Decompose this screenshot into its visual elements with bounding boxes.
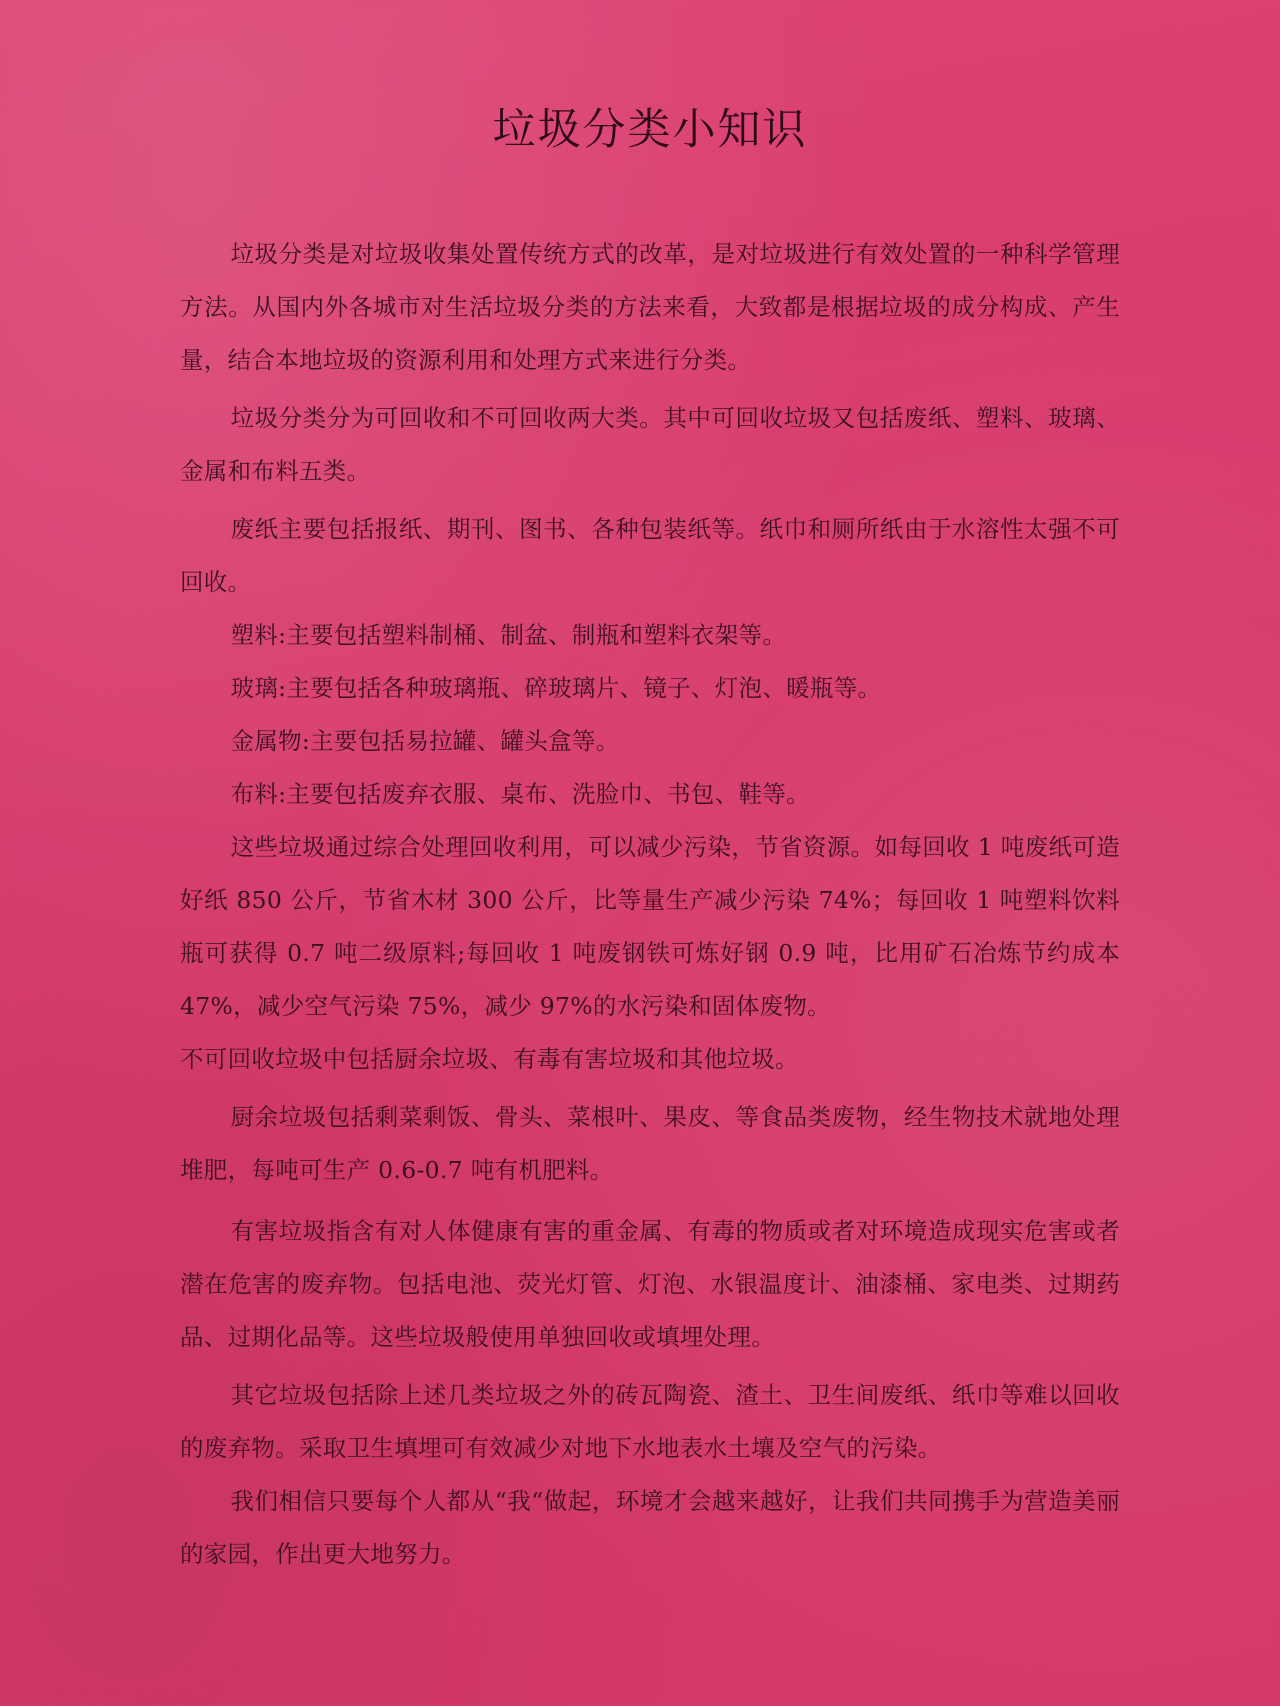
paragraph-kitchen-waste: 厨余垃圾包括剩菜剩饭、骨头、菜根叶、果皮、等食品类废物，经生物技术就地处理堆肥，每吨可生产 0.6-0.7 吨有机肥料。 [180,1103,1120,1184]
paragraph-hazardous-waste: 有害垃圾指含有对人体健康有害的重金属、有毒的物质或者对环境造成现实危害或者潜在危害的废弃物。包括电池、荧光灯管、灯泡、水银温度计、油漆桶、家电类、过期药品、过期化品等。这些垃圾般使用单独回收或填埋处理。 [180,1217,1120,1351]
paragraph-non-recyclable: 不可回收垃圾中包括厨余垃圾、有毒有害垃圾和其他垃圾。 [180,1045,799,1073]
paragraph-fabric: 布料:主要包括废弃衣服、桌布、洗脸巾、书包、鞋等。 [230,780,810,808]
paragraph-paper: 废纸主要包括报纸、期刊、图书、各种包装纸等。纸巾和厕所纸由于水溶性太强不可回收。 [180,515,1120,596]
paragraph-intro: 垃圾分类是对垃圾收集处置传统方式的改革，是对垃圾进行有效处置的一种科学管理方法。从国内外各城市对生活垃圾分类的方法来看，大致都是根据垃圾的成分构成、产生量，结合本地垃圾的资源利用和处理方式来进行分类。 [180,240,1120,374]
document-title: 垃圾分类小知识 [492,105,808,155]
document-body [180,228,1120,1581]
paragraph-two-categories: 垃圾分类分为可回收和不可回收两大类。其中可回收垃圾又包括废纸、塑料、玻璃、金属和布料五类。 [180,404,1120,485]
paragraph-metal: 金属物:主要包括易拉罐、罐头盒等。 [230,727,620,755]
paragraph-other-waste: 其它垃圾包括除上述几类垃圾之外的砖瓦陶瓷、渣土、卫生间废纸、纸巾等难以回收的废弃物。采取卫生填埋可有效减少对地下水地表水土壤及空气的污染。 [180,1381,1120,1462]
paragraph-glass: 玻璃:主要包括各种玻璃瓶、碎玻璃片、镜子、灯泡、暖瓶等。 [230,674,882,702]
paragraph-plastic: 塑料:主要包括塑料制桶、制盆、制瓶和塑料衣架等。 [230,621,787,649]
paragraph-recycling-benefits: 这些垃圾通过综合处理回收利用，可以减少污染，节省资源。如每回收 1 吨废纸可造好纸 850 公斤，节省木材 300 公斤，比等量生产减少污染 74%；每回收 1 吨塑料饮料瓶可获得 0.7 吨二级原料;每回收 1 吨废钢铁可炼好钢 0.9 吨，比用矿石冶炼节约成本 47%，减少空气污染 75%，减少 97%的水污染和固体废物。 [180,833,1120,1020]
paragraph-closing: 我们相信只要每个人都从“我“做起，环境才会越来越好，让我们共同携手为营造美丽的家园，作出更大地努力。 [180,1487,1120,1568]
